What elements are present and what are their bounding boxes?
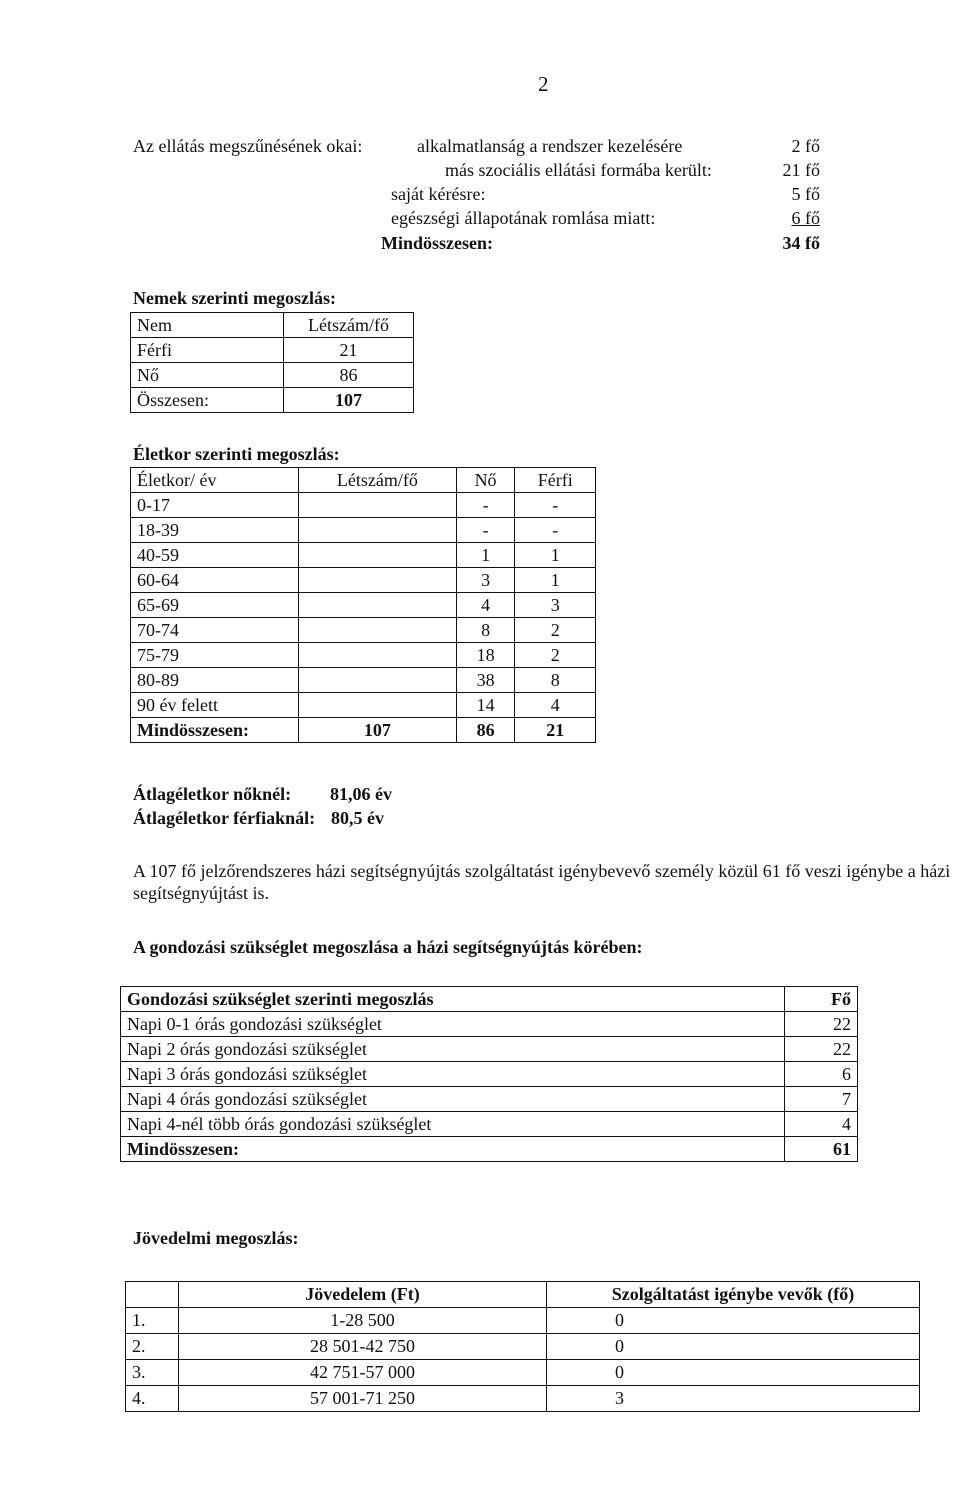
table-cell: 6 bbox=[785, 1062, 858, 1087]
age-section-title: Életkor szerinti megoszlás: bbox=[133, 444, 340, 464]
table-cell: Napi 2 órás gondozási szükséglet bbox=[121, 1037, 785, 1062]
table-cell: 22 bbox=[785, 1012, 858, 1037]
table-cell: 8 bbox=[515, 668, 596, 693]
table-header-cell: Fő bbox=[785, 987, 858, 1012]
table-cell: 21 bbox=[284, 338, 414, 363]
table-cell: 8 bbox=[456, 618, 515, 643]
table-row bbox=[126, 1334, 920, 1360]
table-row bbox=[131, 493, 596, 518]
gender-section-title: Nemek szerinti megoszlás: bbox=[133, 288, 336, 308]
average-age-men-value: 80,5 év bbox=[331, 808, 384, 828]
table-header-cell: Jövedelem (Ft) bbox=[179, 1282, 547, 1308]
table-row bbox=[121, 1087, 858, 1112]
table-cell bbox=[299, 568, 457, 593]
table-cell: 3 bbox=[547, 1386, 920, 1412]
table-cell: Nő bbox=[131, 363, 284, 388]
average-age-men-label: Átlagéletkor férfiaknál: bbox=[133, 808, 316, 828]
table-cell: 3 bbox=[515, 593, 596, 618]
table-cell: 40-59 bbox=[131, 543, 299, 568]
income-section-title: Jövedelmi megoszlás: bbox=[133, 1228, 299, 1248]
table-cell: - bbox=[515, 518, 596, 543]
table-cell: Napi 3 órás gondozási szükséglet bbox=[121, 1062, 785, 1087]
table-cell bbox=[299, 668, 457, 693]
care-section-title: A gondozási szükséglet megoszlása a házi segítségnyújtás körében: bbox=[133, 937, 643, 957]
table-cell: 0-17 bbox=[131, 493, 299, 518]
table-cell: - bbox=[456, 493, 515, 518]
page-number: 2 bbox=[538, 72, 549, 96]
table-total-row bbox=[131, 388, 414, 413]
reasons-total-label: Mindösszesen: bbox=[381, 233, 493, 253]
table-cell: 3 bbox=[456, 568, 515, 593]
table-cell: 18 bbox=[456, 643, 515, 668]
table-cell: 70-74 bbox=[131, 618, 299, 643]
table-cell: 61 bbox=[785, 1137, 858, 1162]
table-cell bbox=[299, 593, 457, 618]
table-cell: 0 bbox=[547, 1308, 920, 1334]
table-cell: Napi 4 órás gondozási szükséglet bbox=[121, 1087, 785, 1112]
table-row bbox=[121, 1012, 858, 1037]
table-cell: 60-64 bbox=[131, 568, 299, 593]
table-cell: 1 bbox=[515, 543, 596, 568]
table-cell: 3. bbox=[126, 1360, 179, 1386]
table-cell bbox=[299, 618, 457, 643]
table-row bbox=[131, 568, 596, 593]
table-header-cell: Nem bbox=[131, 313, 284, 338]
table-cell: 75-79 bbox=[131, 643, 299, 668]
table-cell: Mindösszesen: bbox=[121, 1137, 785, 1162]
table-cell: 14 bbox=[456, 693, 515, 718]
summary-paragraph: A 107 fő jelzőrendszeres házi segítségnyújtás szolgáltatást igénybevevő személy közül 61 fő veszi igénybe a házi segítségnyújtást is. bbox=[133, 861, 951, 903]
table-header-cell: Létszám/fő bbox=[299, 468, 457, 493]
table-cell: 7 bbox=[785, 1087, 858, 1112]
income-table bbox=[125, 1281, 920, 1412]
table-header-cell: Gondozási szükséglet szerinti megoszlás bbox=[121, 987, 785, 1012]
table-header-cell: Szolgáltatást igénybe vevők (fő) bbox=[547, 1282, 920, 1308]
table-row bbox=[121, 1037, 858, 1062]
table-cell: 4 bbox=[515, 693, 596, 718]
table-cell: Napi 4-nél több órás gondozási szükséglet bbox=[121, 1112, 785, 1137]
table-cell: 21 bbox=[515, 718, 596, 743]
table-header-cell: Férfi bbox=[515, 468, 596, 493]
table-row bbox=[131, 543, 596, 568]
table-cell bbox=[299, 493, 457, 518]
table-cell: 2. bbox=[126, 1334, 179, 1360]
table-cell bbox=[299, 518, 457, 543]
table-cell: 80-89 bbox=[131, 668, 299, 693]
table-cell: 86 bbox=[456, 718, 515, 743]
table-cell: 2 bbox=[515, 618, 596, 643]
reason-value: 21 fő bbox=[782, 160, 820, 180]
reason-label: saját kérésre: bbox=[391, 184, 486, 204]
table-header-cell: Nő bbox=[456, 468, 515, 493]
table-header-row bbox=[131, 468, 596, 493]
table-row bbox=[126, 1360, 920, 1386]
table-row bbox=[131, 618, 596, 643]
table-cell: 42 751-57 000 bbox=[179, 1360, 547, 1386]
table-cell: 86 bbox=[284, 363, 414, 388]
table-cell: 0 bbox=[547, 1334, 920, 1360]
reason-value: 5 fő bbox=[791, 184, 820, 204]
table-row bbox=[131, 518, 596, 543]
average-age-women-label: Átlagéletkor nőknél: bbox=[133, 784, 292, 804]
reason-label: más szociális ellátási formába került: bbox=[445, 160, 712, 180]
table-cell: - bbox=[456, 518, 515, 543]
table-header-cell: Életkor/ év bbox=[131, 468, 299, 493]
table-cell: 38 bbox=[456, 668, 515, 693]
table-row bbox=[126, 1308, 920, 1334]
table-row bbox=[121, 1112, 858, 1137]
reason-label: alkalmatlanság a rendszer kezelésére bbox=[417, 136, 683, 156]
table-cell: Férfi bbox=[131, 338, 284, 363]
table-cell bbox=[299, 643, 457, 668]
table-row bbox=[121, 1062, 858, 1087]
reason-value: 6 fő bbox=[791, 208, 820, 228]
reason-label: egészségi állapotának romlása miatt: bbox=[391, 208, 656, 228]
table-cell: 90 év felett bbox=[131, 693, 299, 718]
table-cell: 18-39 bbox=[131, 518, 299, 543]
table-cell: Napi 0-1 órás gondozási szükséglet bbox=[121, 1012, 785, 1037]
table-row bbox=[126, 1386, 920, 1412]
table-total-row bbox=[121, 1137, 858, 1162]
average-age-women-value: 81,06 év bbox=[330, 784, 392, 804]
table-cell: - bbox=[515, 493, 596, 518]
table-cell: 4 bbox=[785, 1112, 858, 1137]
table-header-cell bbox=[126, 1282, 179, 1308]
reasons-intro: Az ellátás megszűnésének okai: bbox=[133, 136, 363, 156]
table-header-row bbox=[126, 1282, 920, 1308]
table-cell: 1-28 500 bbox=[179, 1308, 547, 1334]
table-cell: 1 bbox=[515, 568, 596, 593]
table-cell bbox=[299, 693, 457, 718]
table-row bbox=[131, 693, 596, 718]
table-cell: Összesen: bbox=[131, 388, 284, 413]
table-row bbox=[131, 363, 414, 388]
table-cell: 57 001-71 250 bbox=[179, 1386, 547, 1412]
table-total-row bbox=[131, 718, 596, 743]
care-table bbox=[120, 986, 858, 1162]
table-cell: 2 bbox=[515, 643, 596, 668]
table-row bbox=[131, 643, 596, 668]
gender-table bbox=[130, 312, 414, 413]
table-cell: 28 501-42 750 bbox=[179, 1334, 547, 1360]
table-cell: Mindösszesen: bbox=[131, 718, 299, 743]
table-cell: 4. bbox=[126, 1386, 179, 1412]
table-cell: 0 bbox=[547, 1360, 920, 1386]
table-cell: 1. bbox=[126, 1308, 179, 1334]
termination-reasons bbox=[133, 136, 820, 266]
table-cell: 1 bbox=[456, 543, 515, 568]
table-row bbox=[131, 668, 596, 693]
table-cell: 107 bbox=[299, 718, 457, 743]
reason-value: 2 fő bbox=[791, 136, 820, 156]
age-table bbox=[130, 467, 596, 743]
table-cell: 107 bbox=[284, 388, 414, 413]
table-header-cell: Létszám/fő bbox=[284, 313, 414, 338]
table-cell bbox=[299, 543, 457, 568]
table-row bbox=[131, 593, 596, 618]
table-cell: 22 bbox=[785, 1037, 858, 1062]
table-header-row bbox=[131, 313, 414, 338]
table-header-row bbox=[121, 987, 858, 1012]
table-cell: 4 bbox=[456, 593, 515, 618]
reasons-total-value: 34 fő bbox=[782, 233, 820, 253]
table-cell: 65-69 bbox=[131, 593, 299, 618]
table-row bbox=[131, 338, 414, 363]
